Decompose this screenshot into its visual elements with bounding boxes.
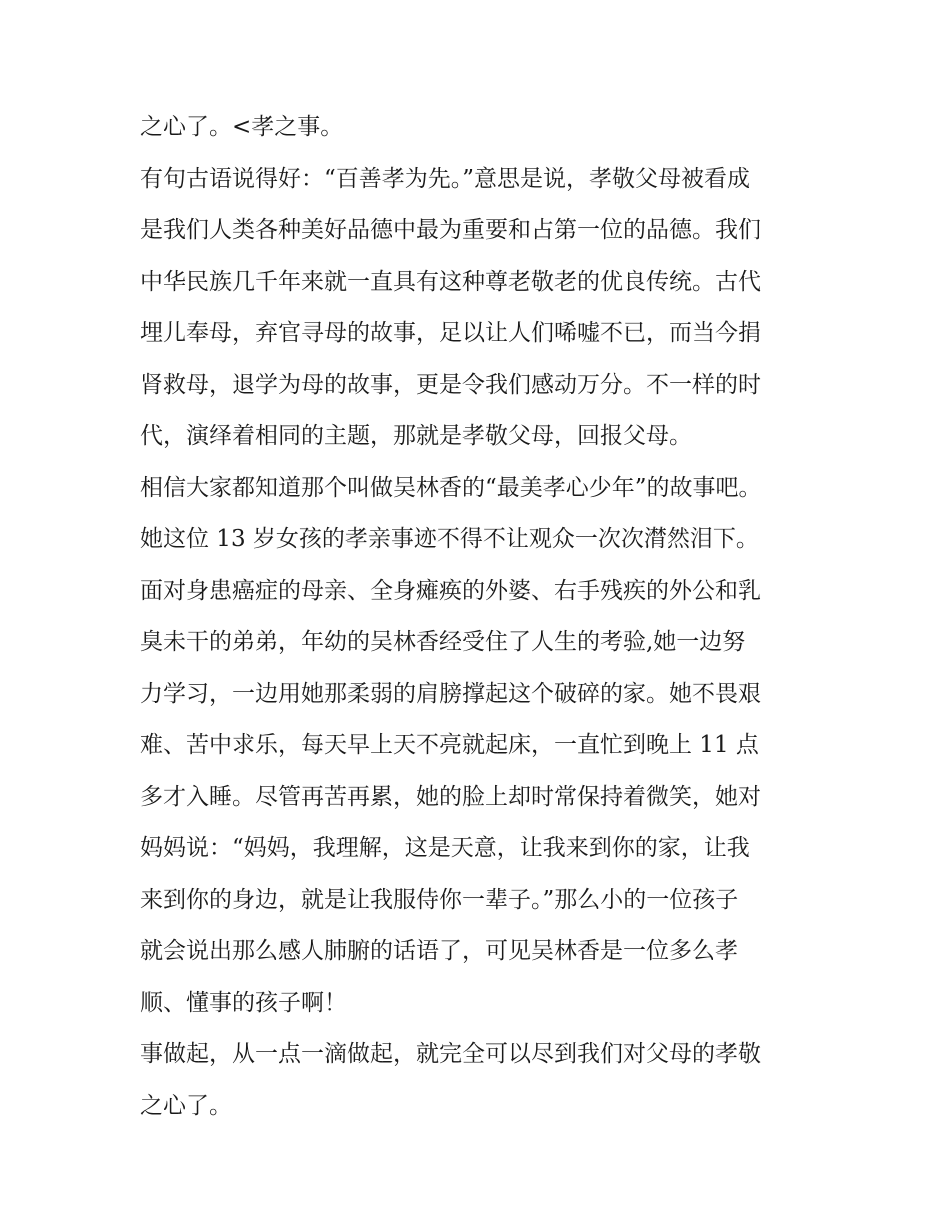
text-line: 事做起，从一点一滴做起，就完全可以尽到我们对父母的孝敬 (140, 1041, 761, 1067)
document-body (140, 102, 820, 1132)
text-line: 臭未干的弟弟，年幼的吴林香经受住了人生的考验,她一边努 (140, 629, 746, 655)
text-line: 就会说出那么感人肺腑的话语了，可见吴林香是一位多么孝 (140, 938, 738, 964)
text-line: 妈妈说：“妈妈，我理解，这是天意，让我来到你的家，让我 (140, 835, 750, 861)
text-line: 是我们人类各种美好品德中最为重要和占第一位的品德。我们 (140, 217, 761, 243)
text-line: 埋儿奉母，弃官寻母的故事，足以让人们唏嘘不已，而当今捐 (140, 320, 761, 346)
text-line: 来到你的身边，就是让我服侍你一辈子。”那么小的一位孩子 (140, 886, 739, 913)
text-line: 多才入睡。尽管再苦再累，她的脸上却时常保持着微笑，她对 (140, 783, 761, 810)
text-line: 之心了。<孝之事。 (140, 114, 344, 140)
text-line: 力学习，一边用她那柔弱的肩膀撑起这个破碎的家。她不畏艰 (140, 680, 761, 707)
text-line: 代，演绎着相同的主题，那就是孝敬父母，回报父母。 (140, 423, 692, 449)
text-line: 肾救母，退学为母的故事，更是令我们感动万分。不一样的时 (140, 371, 761, 398)
text-line: 顺、懂事的孩子啊！ (140, 989, 347, 1016)
text-line: 难、苦中求乐，每天早上天不亮就起床，一直忙到晚上 11 点 (140, 732, 759, 758)
text-line: 中华民族几千年来就一直具有这种尊老敬老的优良传统。古代 (140, 268, 761, 295)
text-line: 她这位 13 岁女孩的孝亲事迹不得不让观众一次次潸然泪下。 (140, 526, 759, 552)
text-line: 有句古语说得好：“百善孝为先。”意思是说，孝敬父母被看成 (140, 165, 751, 192)
text-line: 之心了。 (140, 1092, 232, 1119)
text-line: 面对身患癌症的母亲、全身瘫痪的外婆、右手残疾的外公和乳 (140, 577, 761, 604)
text-line: 相信大家都知道那个叫做吴林香的“最美孝心少年”的故事吧。 (140, 474, 762, 501)
